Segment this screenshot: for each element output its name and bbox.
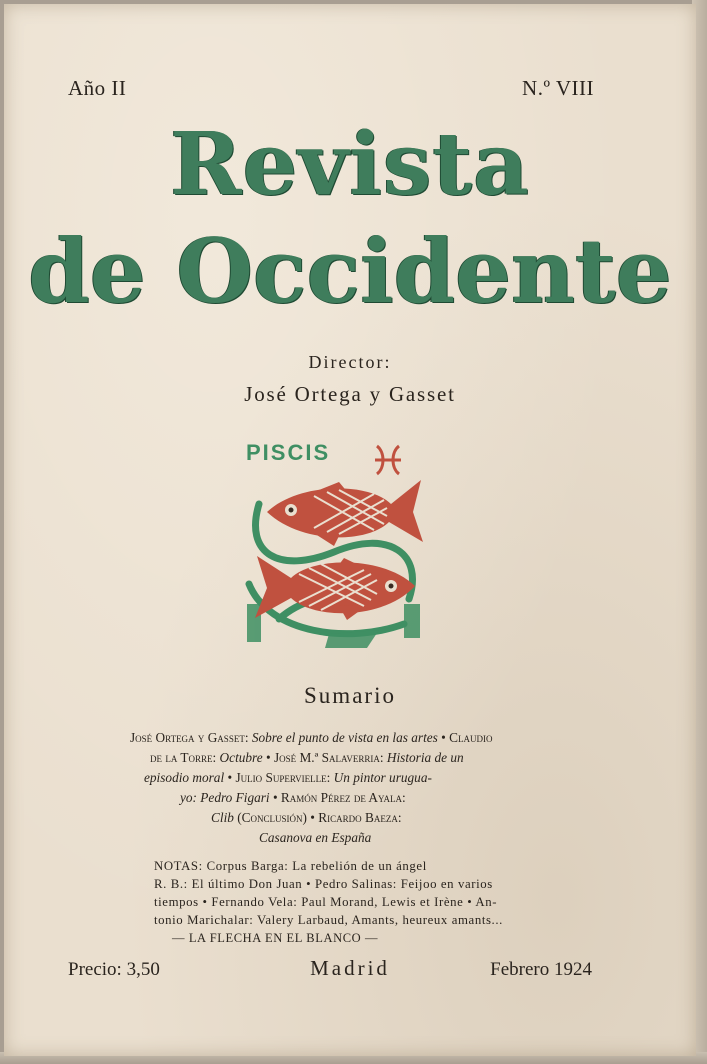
sumario-segment: (Conclusión) — [233, 810, 311, 825]
notas-line: — LA FLECHA EN EL BLANCO — — [172, 931, 379, 945]
magazine-title-line-2: de Occidente — [28, 219, 672, 323]
sumario-line — [259, 828, 371, 848]
notas-line: NOTAS: Corpus Barga: La rebelión de un ángel — [154, 859, 427, 873]
magazine-title-line-1: Revista — [170, 114, 530, 215]
sumario-line — [211, 808, 402, 828]
sumario-segment: • — [272, 790, 278, 805]
upper-fish-icon — [267, 480, 423, 546]
issue-number: N.º VIII — [522, 76, 594, 100]
pisces-symbol-icon — [375, 446, 401, 474]
sumario-segment: de la Torre: — [150, 750, 217, 765]
issue-year: Año II — [68, 76, 127, 100]
piscis-label: PISCIS — [246, 440, 331, 465]
sumario-segment: Clib — [211, 810, 234, 825]
price-label: Precio: 3,50 — [68, 959, 160, 980]
sumario-segment: Casanova en España — [259, 830, 372, 845]
sumario-line — [150, 748, 464, 768]
sumario-segment: José Ortega y Gasset: — [130, 730, 249, 745]
sumario-segment: • — [310, 810, 315, 825]
sumario-segment: Sobre el punto de vista en las artes — [248, 730, 442, 745]
sumario-line — [180, 788, 406, 808]
magazine-cover — [4, 4, 696, 1056]
sumario-segment: Historia de un — [383, 750, 464, 765]
sumario-segment: Octubre — [216, 750, 266, 765]
sumario-segment: • — [227, 770, 233, 785]
sumario-segment: Julio Supervielle: — [232, 770, 331, 785]
lower-fish-icon — [255, 556, 415, 620]
sumario-line — [144, 768, 432, 788]
sumario-segment: • — [265, 750, 271, 765]
sumario-segment: Ramón Pérez de Ayala: — [277, 790, 406, 805]
sumario-heading: Sumario — [304, 683, 396, 708]
piscis-woodcut-illustration — [239, 434, 439, 654]
director-label: Director: — [308, 352, 392, 372]
city-label: Madrid — [310, 956, 390, 980]
sumario-segment: Un pintor urugua- — [330, 770, 432, 785]
issue-date: Febrero 1924 — [490, 959, 592, 980]
sumario-segment: episodio moral — [144, 770, 228, 785]
sumario-segment: José M.ª Salaverria: — [270, 750, 384, 765]
sumario-segment: yo: Pedro Figari — [180, 790, 273, 805]
notas-line: tiempos • Fernando Vela: Paul Morand, Lewis et Irène • An- — [154, 895, 498, 909]
notas-line: R. B.: El último Don Juan • Pedro Salinas: Feijoo en varios — [154, 877, 493, 891]
sumario-segment: • — [441, 730, 446, 745]
sumario-segment: Ricardo Baeza: — [314, 810, 402, 825]
director-name: José Ortega y Gasset — [244, 382, 456, 406]
sumario-segment: Claudio — [445, 730, 493, 745]
notas-line: tonio Marichalar: Valery Larbaud, Amants, heureux amants... — [154, 913, 503, 927]
sumario-line — [130, 728, 493, 748]
